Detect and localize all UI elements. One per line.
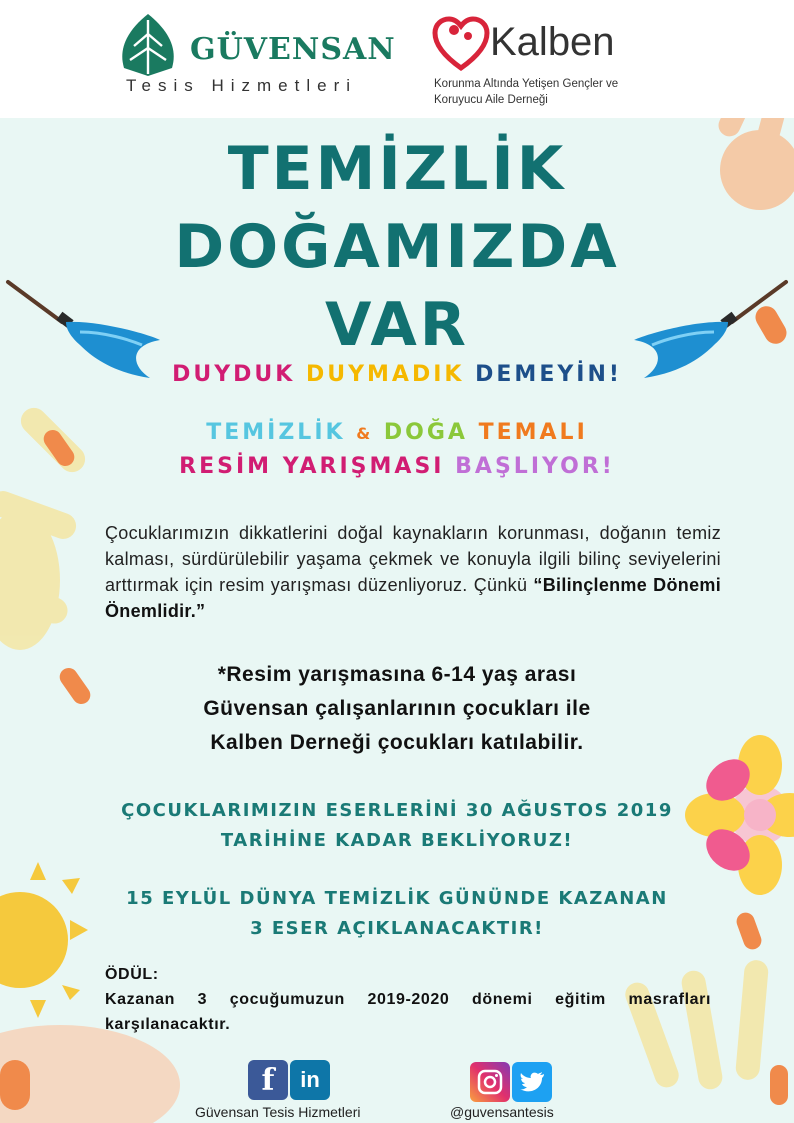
announcement-block — [0, 884, 794, 944]
eligibility-line-1: *Resim yarışmasına 6-14 yaş arası — [217, 663, 577, 686]
theme-ampersand: & — [356, 424, 374, 443]
twitter-icon[interactable] — [512, 1062, 552, 1102]
instagram-glyph — [477, 1069, 503, 1095]
title-line-2: DOĞAMIZDA — [174, 212, 620, 282]
eligibility-line-2: Güvensan çalışanlarının çocukları ile — [203, 697, 591, 720]
description-emphasis: “Bilinçlenme Dönemi Önemlidir.” — [105, 575, 721, 621]
theme-word-temali: TEMALI — [478, 420, 588, 445]
kalben-tagline-1: Korunma Altında Yetişen Gençler ve — [434, 78, 619, 90]
title-line-3: VAR — [325, 290, 469, 360]
footer-company-label: Güvensan Tesis Hizmetleri — [195, 1104, 361, 1120]
description-text: Çocuklarımızın dikkatlerini doğal kaynakların korunması, doğanın temiz kalması, sürdürülebilir yaşama çekmek ve konuyla ilgili bilinç seviyelerini arttırmak için resim yarışması düzenliyoruz. Çünkü — [105, 523, 721, 595]
subtitle-word-2: DUYMADIK — [305, 362, 465, 387]
award-text: Kazanan 3 çocuğumuzun 2019-2020 dönemi eğitim masrafları karşılanacaktır. — [105, 991, 711, 1033]
theme-word-doga: DOĞA — [383, 420, 468, 445]
kalben-tagline-2: Koruyucu Aile Derneği — [434, 94, 548, 106]
eligibility-line-3: Kalben Derneği çocukları katılabilir. — [210, 731, 584, 754]
theme-line-2 — [0, 454, 794, 479]
announcement-line-2: 3 ESER AÇIKLANACAKTIR! — [250, 918, 544, 939]
theme-line-1 — [0, 420, 794, 445]
guvensan-name: GÜVENSAN — [190, 32, 396, 67]
facebook-icon[interactable]: f — [248, 1060, 288, 1100]
eligibility-block — [0, 658, 794, 760]
header-bar — [0, 0, 794, 118]
announcement-line-1: 15 EYLÜL DÜNYA TEMİZLİK GÜNÜNDE KAZANAN — [126, 888, 668, 909]
subtitle-word-3: DEMEYİN! — [475, 362, 622, 387]
award-block — [105, 962, 711, 1037]
guvensan-tagline: Tesis Hizmetleri — [126, 76, 358, 95]
description-paragraph — [105, 520, 721, 624]
instagram-icon[interactable] — [470, 1062, 510, 1102]
kalben-logo — [428, 10, 640, 112]
deadline-line-2: TARİHİNE KADAR BEKLİYORUZ! — [220, 830, 574, 851]
main-title — [0, 130, 794, 364]
footer-handle-label: @guvensantesis — [450, 1104, 554, 1120]
leaf-icon — [112, 12, 184, 78]
twitter-glyph — [519, 1071, 545, 1093]
award-label: ÖDÜL: — [105, 966, 159, 983]
theme-word-resim: RESİM YARIŞMASI — [179, 454, 445, 479]
heart-icon — [432, 16, 490, 72]
theme-word-basliyor: BAŞLIYOR! — [455, 454, 615, 479]
subtitle-word-1: DUYDUK — [172, 362, 296, 387]
subtitle — [0, 362, 794, 387]
deadline-block — [0, 796, 794, 856]
theme-word-temizlik: TEMİZLİK — [206, 420, 346, 445]
linkedin-icon[interactable]: in — [290, 1060, 330, 1100]
title-line-1: TEMİZLİK — [227, 134, 567, 204]
deadline-line-1: ÇOCUKLARIMIZIN ESERLERİNİ 30 AĞUSTOS 2019 — [121, 800, 673, 821]
guvensan-logo — [112, 12, 422, 102]
kalben-name: Kalben — [490, 20, 615, 64]
